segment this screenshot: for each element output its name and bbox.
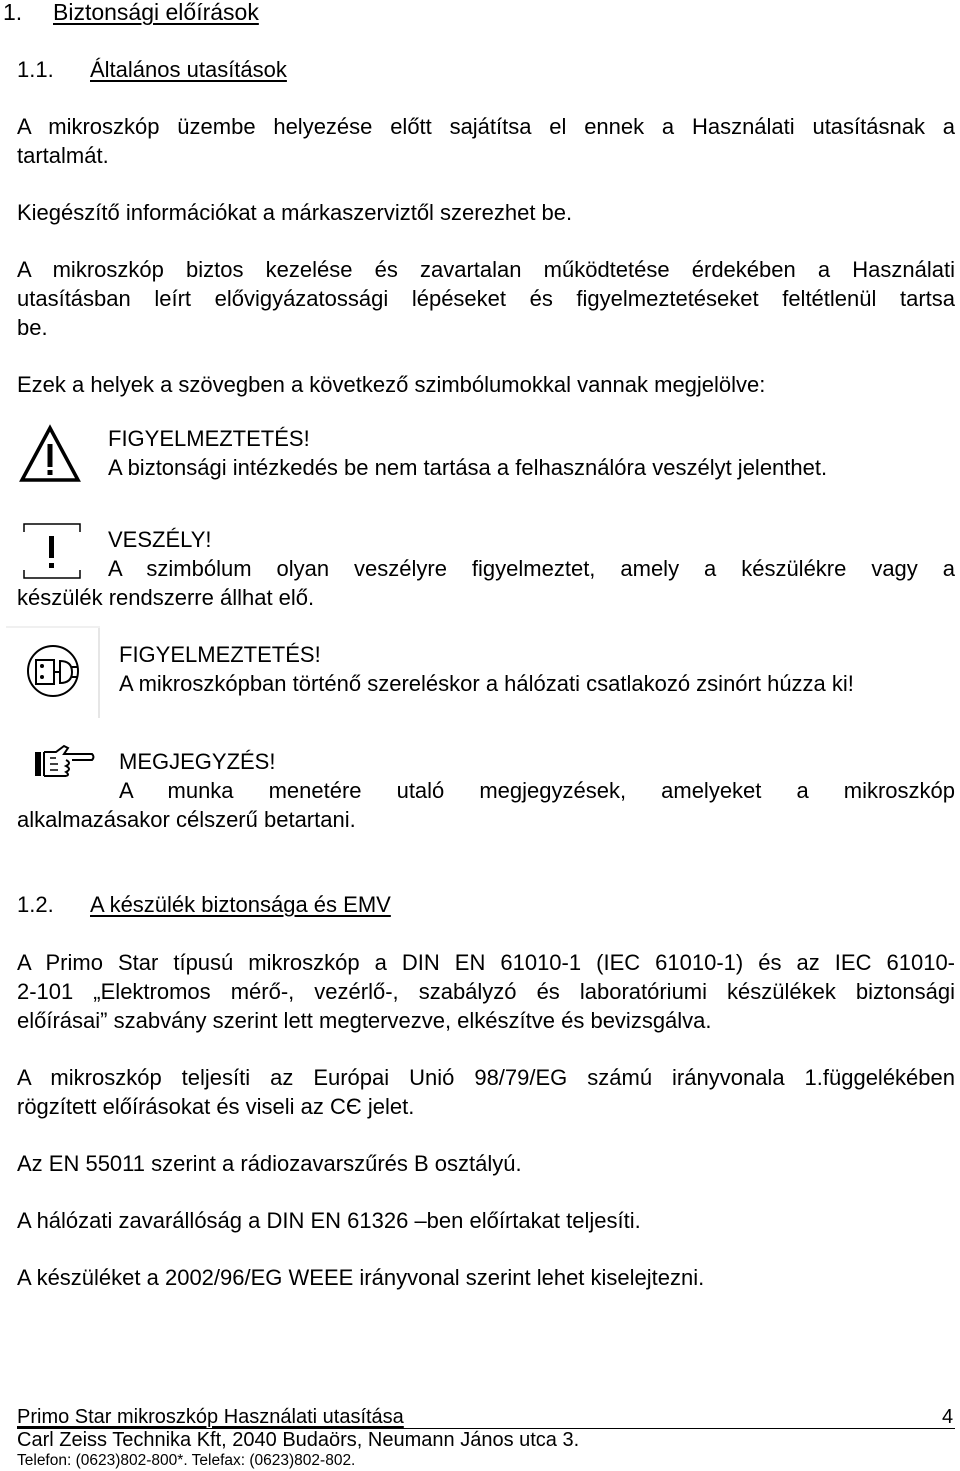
- warning-text: A biztonsági intézkedés be nem tartása a felhasználóra veszélyt jelenthet.: [108, 455, 828, 480]
- subsection-title: A készülék biztonsága és EMV: [90, 892, 391, 917]
- paragraph-line: A hálózati zavarállóság a DIN EN 61326 –ben előírtakat teljesíti.: [17, 1208, 641, 1233]
- paragraph-line: 2-101 „Elektromos mérő-, vezérlő-, szabályzó és laboratóriumi készülékek biztonsági: [17, 979, 955, 1004]
- warning-heading: FIGYELMEZTETÉS!: [108, 426, 310, 451]
- warning-triangle-icon: [18, 424, 82, 484]
- note-text: A munka menetére utaló megjegyzések, amelyeket a mikroszkóp: [119, 778, 955, 803]
- pointing-hand-icon: [34, 742, 96, 782]
- paragraph-line: A készüléket a 2002/96/EG WEEE irányvonal szerint lehet kiselejtezni.: [17, 1265, 705, 1290]
- footer-page-number: 4: [942, 1406, 954, 1428]
- footer-manual-title: Primo Star mikroszkóp Használati utasítása: [17, 1406, 404, 1428]
- note-heading: MEGJEGYZÉS!: [119, 749, 276, 774]
- paragraph-line: rögzített előírásokat és viseli az CЄ jelet.: [17, 1094, 415, 1119]
- danger-heading: VESZÉLY!: [108, 527, 212, 552]
- section-title: Biztonsági előírások: [53, 0, 259, 25]
- paragraph-line: utasításban leírt elővigyázatossági lépéseket és figyelmeztetéseket feltétlenül tartsa: [17, 286, 955, 311]
- subsection-number: 1.1.: [17, 57, 54, 82]
- danger-text: A szimbólum olyan veszélyre figyelmeztet, amely a készülékre vagy a: [108, 556, 955, 581]
- paragraph-line: Ezek a helyek a szövegben a következő szimbólumokkal vannak megjelölve:: [17, 372, 766, 397]
- danger-text: készülék rendszerre állhat elő.: [17, 585, 315, 610]
- exclamation-box-icon: [22, 522, 82, 580]
- unplug-text: A mikroszkópban történő szereléskor a hálózati csatlakozó zsinórt húzza ki!: [119, 671, 854, 696]
- unplug-power-icon: [6, 626, 102, 718]
- paragraph-line: A mikroszkóp teljesíti az Európai Unió 98/79/EG számú irányvonala 1.függelékében: [17, 1065, 955, 1090]
- subsection-number: 1.2.: [17, 892, 54, 917]
- unplug-heading: FIGYELMEZTETÉS!: [119, 642, 321, 667]
- paragraph-line: A Primo Star típusú mikroszkóp a DIN EN 61010-1 (IEC 61010-1) és az IEC 61010-: [17, 950, 955, 975]
- paragraph-line: A mikroszkóp biztos kezelése és zavartalan működtetése érdekében a Használati: [17, 257, 955, 282]
- paragraph-line: tartalmát.: [17, 143, 109, 168]
- footer-company: Carl Zeiss Technika Kft, 2040 Budaörs, Neumann János utca 3.: [17, 1429, 580, 1451]
- paragraph-line: A mikroszkóp üzembe helyezése előtt sajátítsa el ennek a Használati utasításnak a: [17, 114, 955, 139]
- paragraph-line: Kiegészítő információkat a márkaszerviztől szerezhet be.: [17, 200, 573, 225]
- note-text: alkalmazásakor célszerű betartani.: [17, 807, 356, 832]
- section-number: 1.: [3, 0, 23, 25]
- footer-contact: Telefon: (0623)802-800*. Telefax: (0623)802-802.: [17, 1452, 356, 1469]
- paragraph-line: Az EN 55011 szerint a rádiozavarszűrés B osztályú.: [17, 1151, 522, 1176]
- paragraph-line: előírásai” szabvány szerint lett megtervezve, elkészítve és bevizsgálva.: [17, 1008, 712, 1033]
- subsection-title: Általános utasítások: [90, 57, 287, 82]
- paragraph-line: be.: [17, 315, 48, 340]
